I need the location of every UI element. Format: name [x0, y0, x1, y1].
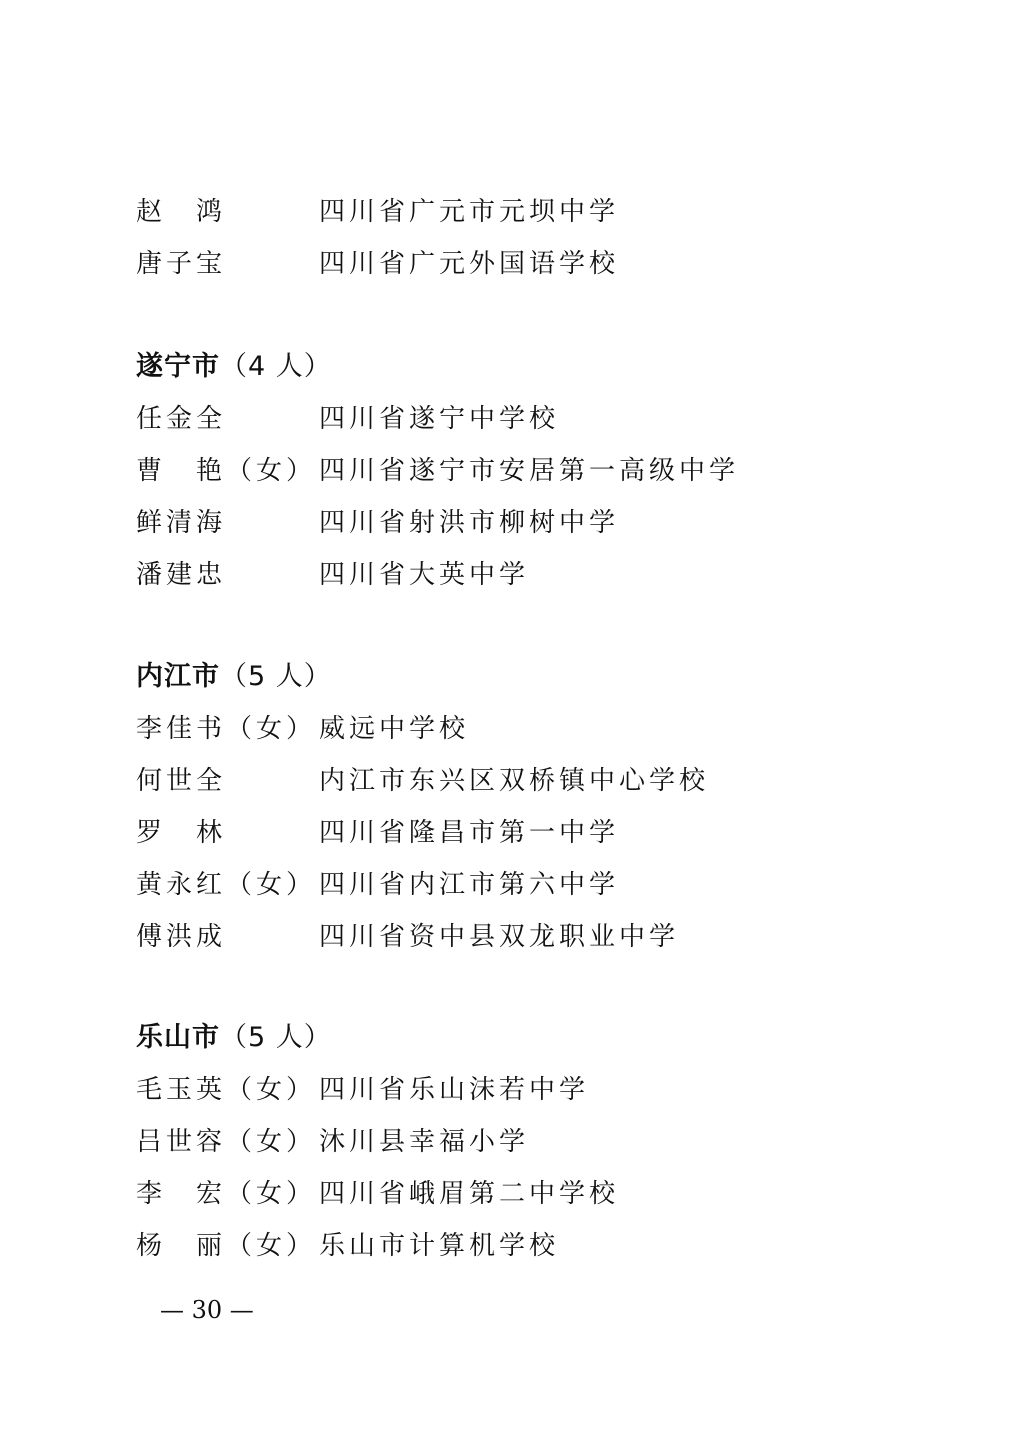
section-heading — [136, 651, 896, 703]
person-name: 潘建忠 — [136, 560, 227, 590]
school-name: 四川省内江市第六中学 — [319, 870, 620, 900]
section-guangyuan-continued — [136, 186, 896, 290]
list-item — [136, 238, 896, 290]
person-name: 杨 丽（女） — [136, 1231, 317, 1261]
school-name: 四川省乐山沫若中学 — [319, 1075, 590, 1105]
person-name: 李 宏（女） — [136, 1179, 317, 1209]
list-item — [136, 186, 896, 238]
list-item — [136, 549, 896, 601]
person-name: 毛玉英（女） — [136, 1075, 317, 1105]
school-name: 四川省射洪市柳树中学 — [319, 508, 620, 538]
school-name: 四川省广元市元坝中学 — [319, 197, 620, 227]
list-item — [136, 859, 896, 911]
school-name: 四川省遂宁市安居第一高级中学 — [319, 456, 740, 486]
school-name: 四川省广元外国语学校 — [319, 249, 620, 279]
section-suining — [136, 341, 896, 601]
list-item — [136, 1168, 896, 1220]
person-name: 曹 艳（女） — [136, 456, 317, 486]
person-name: 何世全 — [136, 766, 227, 796]
list-item — [136, 497, 896, 549]
section-heading — [136, 1012, 896, 1064]
person-name: 任金全 — [136, 404, 227, 434]
school-name: 四川省峨眉第二中学校 — [319, 1179, 620, 1209]
list-item — [136, 755, 896, 807]
list-item — [136, 445, 896, 497]
school-name: 四川省隆昌市第一中学 — [319, 818, 620, 848]
section-leshan — [136, 1012, 896, 1272]
person-name: 赵 鸿 — [136, 197, 227, 227]
city-count: （5 人） — [220, 1022, 332, 1053]
city-name: 内江市 — [136, 661, 220, 692]
section-neijiang — [136, 651, 896, 963]
list-item — [136, 1116, 896, 1168]
person-name: 黄永红（女） — [136, 870, 317, 900]
school-name: 威远中学校 — [319, 714, 470, 744]
city-name: 遂宁市 — [136, 351, 220, 382]
person-name: 李佳书（女） — [136, 714, 317, 744]
city-name: 乐山市 — [136, 1022, 220, 1053]
person-name: 傅洪成 — [136, 922, 227, 952]
school-name: 沐川县幸福小学 — [319, 1127, 530, 1157]
school-name: 乐山市计算机学校 — [319, 1231, 560, 1261]
page-number: — 30 — — [160, 1296, 254, 1324]
list-item — [136, 807, 896, 859]
list-item — [136, 393, 896, 445]
list-item — [136, 1064, 896, 1116]
section-heading — [136, 341, 896, 393]
school-name: 四川省资中县双龙职业中学 — [319, 922, 680, 952]
person-name: 吕世容（女） — [136, 1127, 317, 1157]
city-count: （4 人） — [220, 351, 332, 382]
list-item — [136, 911, 896, 963]
list-item — [136, 1220, 896, 1272]
person-name: 罗 林 — [136, 818, 227, 848]
city-count: （5 人） — [220, 661, 332, 692]
school-name: 四川省遂宁中学校 — [319, 404, 560, 434]
school-name: 四川省大英中学 — [319, 560, 530, 590]
school-name: 内江市东兴区双桥镇中心学校 — [319, 766, 710, 796]
person-name: 鲜清海 — [136, 508, 227, 538]
list-item — [136, 703, 896, 755]
person-name: 唐子宝 — [136, 249, 227, 279]
